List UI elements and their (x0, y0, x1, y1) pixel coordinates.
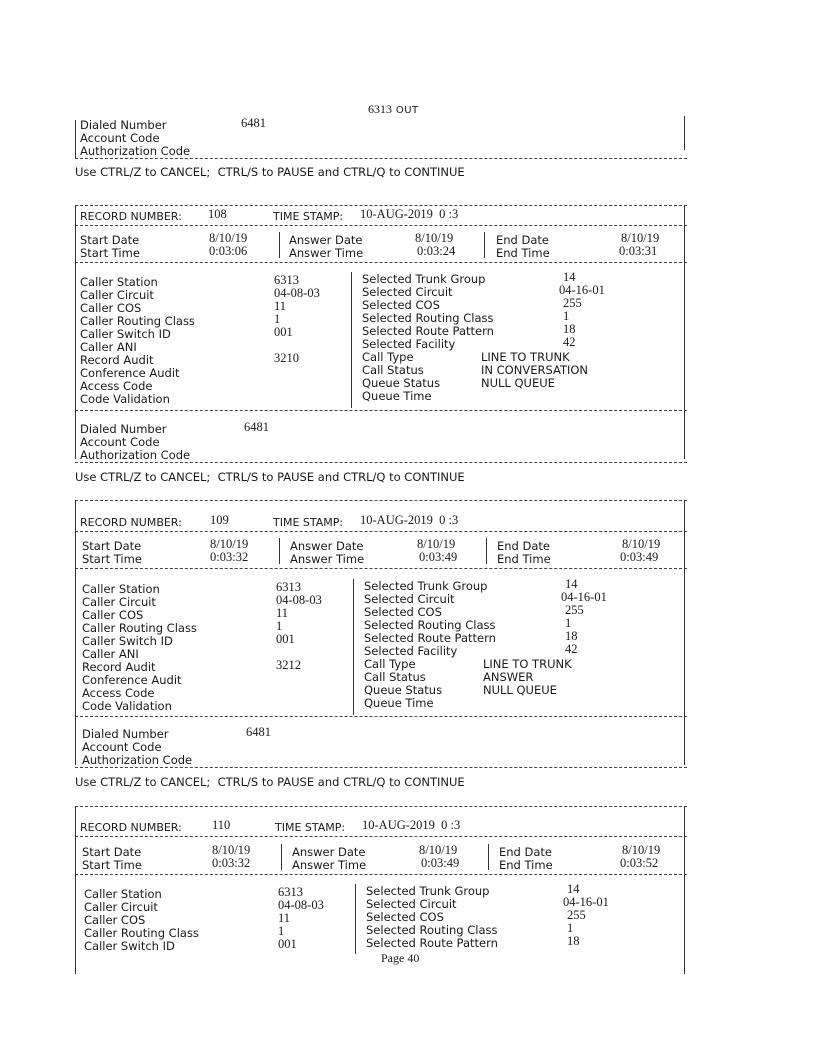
sel-cos-label: Selected COS (364, 605, 442, 619)
top-block-bottom-rule (75, 158, 687, 159)
caller-cos-value: 11 (278, 911, 291, 925)
header-direction: OUT (395, 105, 419, 116)
end-time-value: 0:03:49 (620, 550, 659, 564)
start-date-value: 8/10/19 (209, 231, 248, 245)
record-top-rule (75, 500, 687, 501)
call-status-label: Call Status (362, 363, 424, 377)
end-date-label: End Date (499, 845, 552, 859)
time-stamp-value: 10-AUG-2019 0 :3 (360, 513, 459, 527)
dialed-number-label: Dialed Number (80, 422, 167, 436)
record-number-label: RECORD NUMBER: (80, 210, 182, 223)
sel-route-pattern-value: 18 (567, 934, 580, 948)
sel-circuit-label: Selected Circuit (364, 592, 455, 606)
caller-switch-id-value: 001 (276, 632, 295, 646)
page-header (368, 102, 419, 117)
code-validation-label: Code Validation (80, 392, 170, 406)
caller-cos-value: 11 (276, 606, 289, 620)
call-status-label: Call Status (364, 670, 426, 684)
separator (488, 844, 489, 870)
answer-time-label: Answer Time (289, 246, 364, 260)
sel-trunk-group-label: Selected Trunk Group (366, 884, 490, 898)
record-number-value: 110 (212, 818, 231, 832)
start-date-value: 8/10/19 (212, 843, 251, 857)
queue-status-label: Queue Status (364, 683, 443, 697)
caller-switch-id-label: Caller Switch ID (84, 939, 175, 953)
end-time-label: End Time (499, 858, 553, 872)
caller-routing-class-value: 1 (278, 924, 285, 938)
time-stamp-value: 10-AUG-2019 0 :3 (362, 818, 461, 832)
sel-routing-class-label: Selected Routing Class (366, 923, 498, 937)
record-number-value: 109 (210, 513, 229, 527)
call-status-value: IN CONVERSATION (481, 363, 589, 377)
caller-switch-id-label: Caller Switch ID (80, 327, 171, 341)
rule (75, 262, 687, 263)
conference-audit-label: Conference Audit (80, 366, 180, 380)
caller-circuit-label: Caller Circuit (80, 288, 154, 302)
start-time-label: Start Time (82, 858, 142, 872)
caller-switch-id-value: 001 (278, 937, 297, 951)
sel-facility-label: Selected Facility (362, 337, 456, 351)
rule (75, 716, 687, 717)
caller-routing-class-label: Caller Routing Class (80, 314, 195, 328)
authorization-code-label: Authorization Code (82, 753, 193, 767)
account-code-label: Account Code (80, 435, 160, 449)
sel-circuit-value: 04-16-01 (561, 590, 607, 604)
top-dialed-value: 6481 (241, 116, 266, 130)
start-time-label: Start Time (82, 552, 142, 566)
separator (281, 844, 282, 870)
separator (351, 272, 352, 408)
continue-prompt: Use CTRL/Z to CANCEL; CTRL/S to PAUSE and CTRL/Q to CONTINUE (75, 470, 465, 484)
top-dialed-label: Dialed Number (80, 118, 167, 132)
time-stamp-label: TIME STAMP: (273, 516, 344, 529)
record-number-value: 108 (208, 207, 227, 221)
record-top-rule (75, 806, 687, 807)
top-account-label: Account Code (80, 131, 160, 145)
sel-circuit-label: Selected Circuit (362, 285, 453, 299)
record-audit-label: Record Audit (82, 660, 156, 674)
sel-routing-class-value: 1 (565, 616, 572, 630)
dialed-number-value: 6481 (246, 725, 271, 739)
rule (75, 568, 687, 569)
end-date-value: 8/10/19 (622, 843, 661, 857)
rule (75, 836, 687, 837)
caller-switch-id-value: 001 (274, 325, 293, 339)
caller-circuit-value: 04-08-03 (274, 286, 320, 300)
call-type-value: LINE TO TRUNK (483, 657, 572, 671)
caller-cos-label: Caller COS (80, 301, 142, 315)
top-auth-label: Authorization Code (80, 144, 191, 158)
sel-trunk-group-value: 14 (567, 882, 580, 896)
start-date-label: Start Date (82, 845, 142, 859)
dialed-number-value: 6481 (244, 420, 269, 434)
end-date-label: End Date (497, 539, 550, 553)
call-status-value: ANSWER (483, 670, 534, 684)
end-date-value: 8/10/19 (622, 537, 661, 551)
rule (75, 531, 687, 532)
end-time-value: 0:03:31 (619, 244, 658, 258)
access-code-label: Access Code (80, 379, 153, 393)
caller-ani-label: Caller ANI (80, 340, 137, 354)
record-right-border (684, 806, 685, 974)
record-left-border (75, 806, 76, 974)
sel-route-pattern-label: Selected Route Pattern (364, 631, 496, 645)
start-date-value: 8/10/19 (210, 537, 249, 551)
queue-status-label: Queue Status (362, 376, 441, 390)
record-right-border (684, 500, 685, 765)
rule (75, 874, 687, 875)
sel-cos-value: 255 (563, 296, 582, 310)
record-number-label: RECORD NUMBER: (80, 821, 182, 834)
answer-time-value: 0:03:49 (419, 550, 458, 564)
caller-station-value: 6313 (276, 580, 301, 594)
sel-route-pattern-label: Selected Route Pattern (362, 324, 494, 338)
sel-route-pattern-value: 18 (565, 629, 578, 643)
sel-cos-label: Selected COS (362, 298, 440, 312)
sel-route-pattern-value: 18 (563, 322, 576, 336)
end-date-label: End Date (496, 233, 549, 247)
end-time-label: End Time (496, 246, 550, 260)
caller-circuit-value: 04-08-03 (278, 898, 324, 912)
sel-circuit-value: 04-16-01 (563, 895, 609, 909)
end-time-label: End Time (497, 552, 551, 566)
top-block-left-border (75, 120, 76, 158)
page-number: Page 40 (381, 951, 420, 965)
time-stamp-label: TIME STAMP: (275, 821, 346, 834)
separator (484, 232, 485, 258)
record-left-border (75, 500, 76, 765)
rule (75, 225, 687, 226)
end-date-value: 8/10/19 (621, 231, 660, 245)
sel-circuit-value: 04-16-01 (559, 283, 605, 297)
caller-cos-label: Caller COS (82, 608, 144, 622)
caller-circuit-label: Caller Circuit (84, 900, 158, 914)
continue-prompt: Use CTRL/Z to CANCEL; CTRL/S to PAUSE and CTRL/Q to CONTINUE (75, 165, 465, 179)
caller-routing-class-label: Caller Routing Class (82, 621, 197, 635)
separator (279, 538, 280, 564)
separator (486, 538, 487, 564)
answer-date-value: 8/10/19 (417, 537, 456, 551)
caller-station-value: 6313 (274, 273, 299, 287)
record-top-rule (75, 205, 687, 206)
sel-trunk-group-label: Selected Trunk Group (364, 579, 488, 593)
authorization-code-label: Authorization Code (80, 448, 191, 462)
dialed-number-label: Dialed Number (82, 727, 169, 741)
rule (75, 410, 687, 411)
caller-station-label: Caller Station (80, 275, 158, 289)
queue-time-label: Queue Time (364, 696, 434, 710)
sel-routing-class-label: Selected Routing Class (362, 311, 494, 325)
start-date-label: Start Date (80, 233, 140, 247)
conference-audit-label: Conference Audit (82, 673, 182, 687)
sel-trunk-group-value: 14 (565, 577, 578, 591)
sel-cos-value: 255 (567, 908, 586, 922)
header-station: 6313 (368, 102, 392, 116)
caller-routing-class-label: Caller Routing Class (84, 926, 199, 940)
sel-route-pattern-label: Selected Route Pattern (366, 936, 498, 950)
answer-date-label: Answer Date (292, 845, 366, 859)
start-time-value: 0:03:06 (209, 244, 248, 258)
answer-time-label: Answer Time (290, 552, 365, 566)
top-block-right-border (684, 116, 685, 150)
end-time-value: 0:03:52 (620, 856, 659, 870)
answer-date-label: Answer Date (289, 233, 363, 247)
queue-time-label: Queue Time (362, 389, 432, 403)
caller-circuit-label: Caller Circuit (82, 595, 156, 609)
answer-time-label: Answer Time (292, 858, 367, 872)
call-type-value: LINE TO TRUNK (481, 350, 570, 364)
answer-time-value: 0:03:24 (417, 244, 456, 258)
record-bottom-rule (75, 767, 687, 768)
account-code-label: Account Code (82, 740, 162, 754)
caller-cos-value: 11 (274, 299, 287, 313)
caller-cos-label: Caller COS (84, 913, 146, 927)
call-type-label: Call Type (364, 657, 416, 671)
continue-prompt: Use CTRL/Z to CANCEL; CTRL/S to PAUSE and CTRL/Q to CONTINUE (75, 775, 465, 789)
answer-date-value: 8/10/19 (415, 231, 454, 245)
call-type-label: Call Type (362, 350, 414, 364)
answer-time-value: 0:03:49 (421, 856, 460, 870)
caller-station-label: Caller Station (84, 887, 162, 901)
record-bottom-rule (75, 462, 687, 463)
record-audit-value: 3212 (276, 658, 301, 672)
answer-date-label: Answer Date (290, 539, 364, 553)
sel-circuit-label: Selected Circuit (366, 897, 457, 911)
caller-switch-id-label: Caller Switch ID (82, 634, 173, 648)
caller-station-value: 6313 (278, 885, 303, 899)
start-date-label: Start Date (82, 539, 142, 553)
start-time-value: 0:03:32 (212, 856, 251, 870)
separator (353, 579, 354, 715)
queue-status-value: NULL QUEUE (481, 376, 555, 390)
queue-status-value: NULL QUEUE (483, 683, 557, 697)
caller-routing-class-value: 1 (274, 312, 281, 326)
start-time-label: Start Time (80, 246, 140, 260)
sel-trunk-group-value: 14 (563, 270, 576, 284)
record-audit-value: 3210 (274, 351, 299, 365)
caller-circuit-value: 04-08-03 (276, 593, 322, 607)
sel-facility-value: 42 (565, 642, 578, 656)
sel-cos-label: Selected COS (366, 910, 444, 924)
sel-routing-class-label: Selected Routing Class (364, 618, 496, 632)
separator (279, 232, 280, 258)
sel-facility-value: 42 (563, 335, 576, 349)
sel-routing-class-value: 1 (563, 309, 570, 323)
caller-station-label: Caller Station (82, 582, 160, 596)
caller-routing-class-value: 1 (276, 619, 283, 633)
answer-date-value: 8/10/19 (419, 843, 458, 857)
record-number-label: RECORD NUMBER: (80, 516, 182, 529)
sel-cos-value: 255 (565, 603, 584, 617)
record-right-border (684, 205, 685, 459)
time-stamp-value: 10-AUG-2019 0 :3 (360, 207, 459, 221)
time-stamp-label: TIME STAMP: (273, 210, 344, 223)
code-validation-label: Code Validation (82, 699, 172, 713)
sel-trunk-group-label: Selected Trunk Group (362, 272, 486, 286)
sel-facility-label: Selected Facility (364, 644, 458, 658)
separator (355, 884, 356, 954)
record-left-border (75, 205, 76, 459)
caller-ani-label: Caller ANI (82, 647, 139, 661)
start-time-value: 0:03:32 (210, 550, 249, 564)
sel-routing-class-value: 1 (567, 921, 574, 935)
access-code-label: Access Code (82, 686, 155, 700)
record-audit-label: Record Audit (80, 353, 154, 367)
